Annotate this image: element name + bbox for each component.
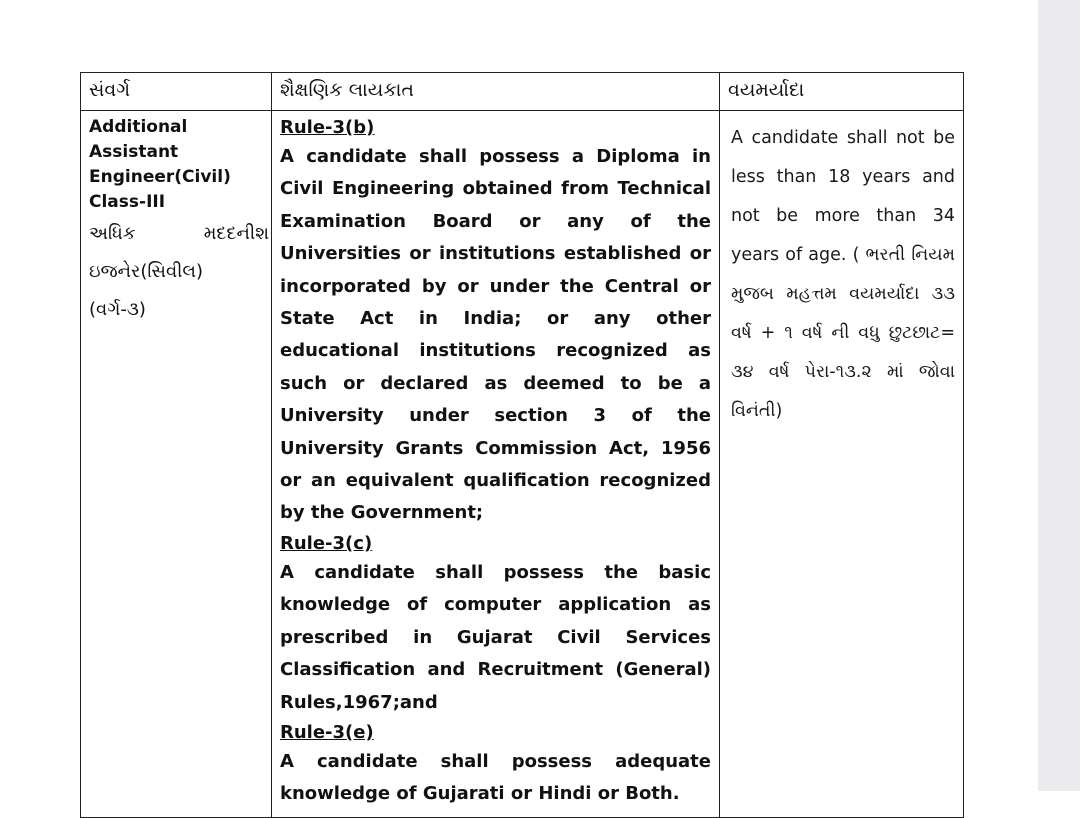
rule-3c-heading: Rule-3(c) (280, 532, 373, 554)
header-qualification: શૈક્ષણિક લાયકાત (272, 73, 720, 111)
cadre-gujarati-line3: (વર્ગ-૩) (89, 299, 146, 320)
cadre-cell (81, 111, 272, 818)
side-strip (1038, 0, 1080, 791)
age-limit-text: A candidate shall not be less than 18 years and not be more than 34 years of age. ( ભરતી નિયમ મુજબ મહત્તમ વયમર્યાદા ૩૩ વર્ષ + ૧ વર્ષ ની વધુ છુટછાટ= ૩૪ વર્ષ પેરા-૧૩.૨ માં જોવા વિનંતી) (731, 128, 955, 421)
table-row (81, 111, 964, 818)
header-row (81, 73, 964, 111)
rule-3c-text: A candidate shall possess the basic knowledge of computer application as prescribed in Gujarat Civil Services Classification and Recruitment (General) Rules,1967;and (280, 561, 711, 713)
cadre-gujarati-line1: અધિક મદદનીશ (89, 223, 269, 244)
rule-3e-heading: Rule-3(e) (280, 721, 374, 743)
eligibility-table (80, 72, 964, 818)
cadre-gujarati-line2: ઇજનેર(સિવીલ) (89, 261, 203, 282)
rule-3b-text: A candidate shall possess a Diploma in Civil Engineering obtained from Technical Examination Board or any of the Universities or institutions established or incorporated by or under the Central or State Act in India; or any other educational institutions recognized as such or declared as deemed to be a University under section 3 of the University Grants Commission Act, 1956 or an equivalent qualification recognized by the Government; (280, 146, 711, 524)
header-cadre: સંવર્ગ (81, 73, 272, 111)
rule-3b-heading: Rule-3(b) (280, 117, 375, 138)
cadre-english: Additional Assistant Engineer(Civil) Class-III (89, 117, 231, 212)
rule-3e-text: A candidate shall possess adequate knowledge of Gujarati or Hindi or Both. (280, 750, 711, 805)
age-limit-cell (720, 111, 964, 818)
qualification-cell (272, 111, 720, 818)
header-age-limit: વયમર્યાદા (720, 73, 964, 111)
